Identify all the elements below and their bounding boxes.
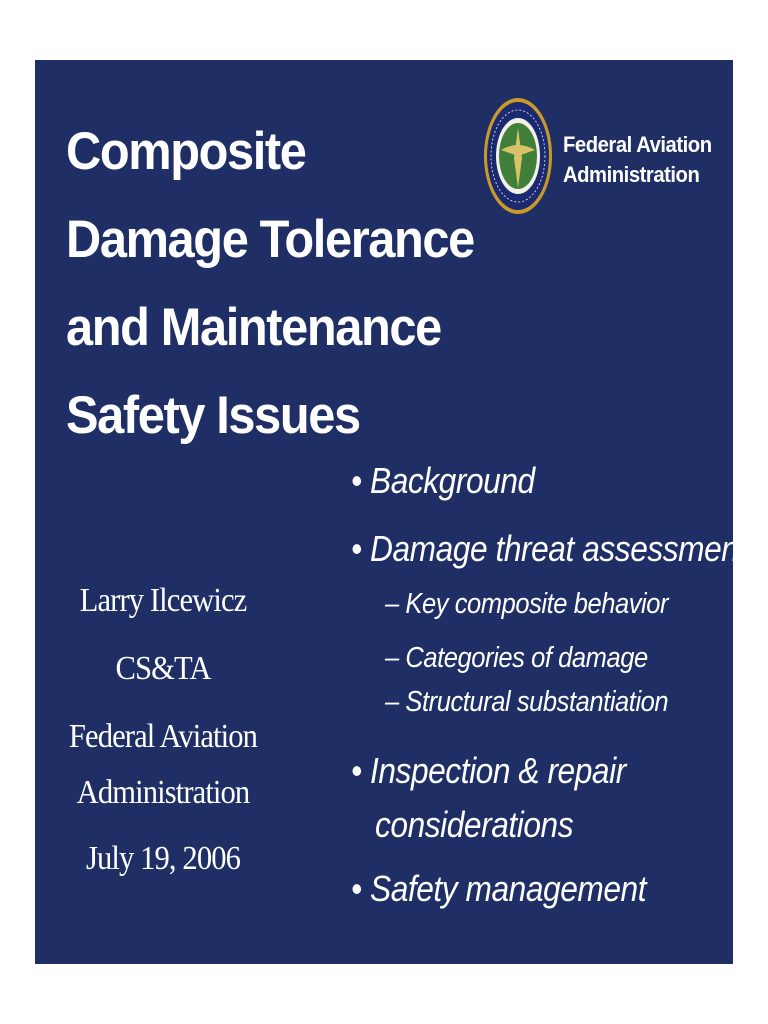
presenter-org-line: Federal Aviation <box>68 718 258 755</box>
outline-list <box>35 60 747 964</box>
title-line: Safety Issues <box>66 386 360 445</box>
presenter-org-line: Administration <box>76 774 250 811</box>
outline-item: • Damage threat assessment <box>351 528 747 569</box>
title-slide <box>35 60 747 964</box>
outline-subitem: – Categories of damage <box>385 642 648 674</box>
title-line: Composite <box>66 122 306 181</box>
outline-subitem: – Key composite behavior <box>385 588 669 620</box>
presenter-group: CS&TA <box>115 650 211 687</box>
title-line: and Maintenance <box>66 298 441 357</box>
outline-subitem: – Structural substantiation <box>385 686 669 718</box>
outline-item: • Safety management <box>351 868 647 909</box>
outline-item: • Background <box>351 460 535 501</box>
presentation-date: July 19, 2006 <box>85 840 241 877</box>
outline-item: • Inspection & repair <box>351 750 626 791</box>
title-line: Damage Tolerance <box>66 210 474 269</box>
presenter-name: Larry Ilcewicz <box>79 582 247 619</box>
org-name-line: Administration <box>563 162 700 187</box>
org-name-line: Federal Aviation <box>563 132 712 157</box>
outline-item-continuation: considerations <box>375 804 574 845</box>
